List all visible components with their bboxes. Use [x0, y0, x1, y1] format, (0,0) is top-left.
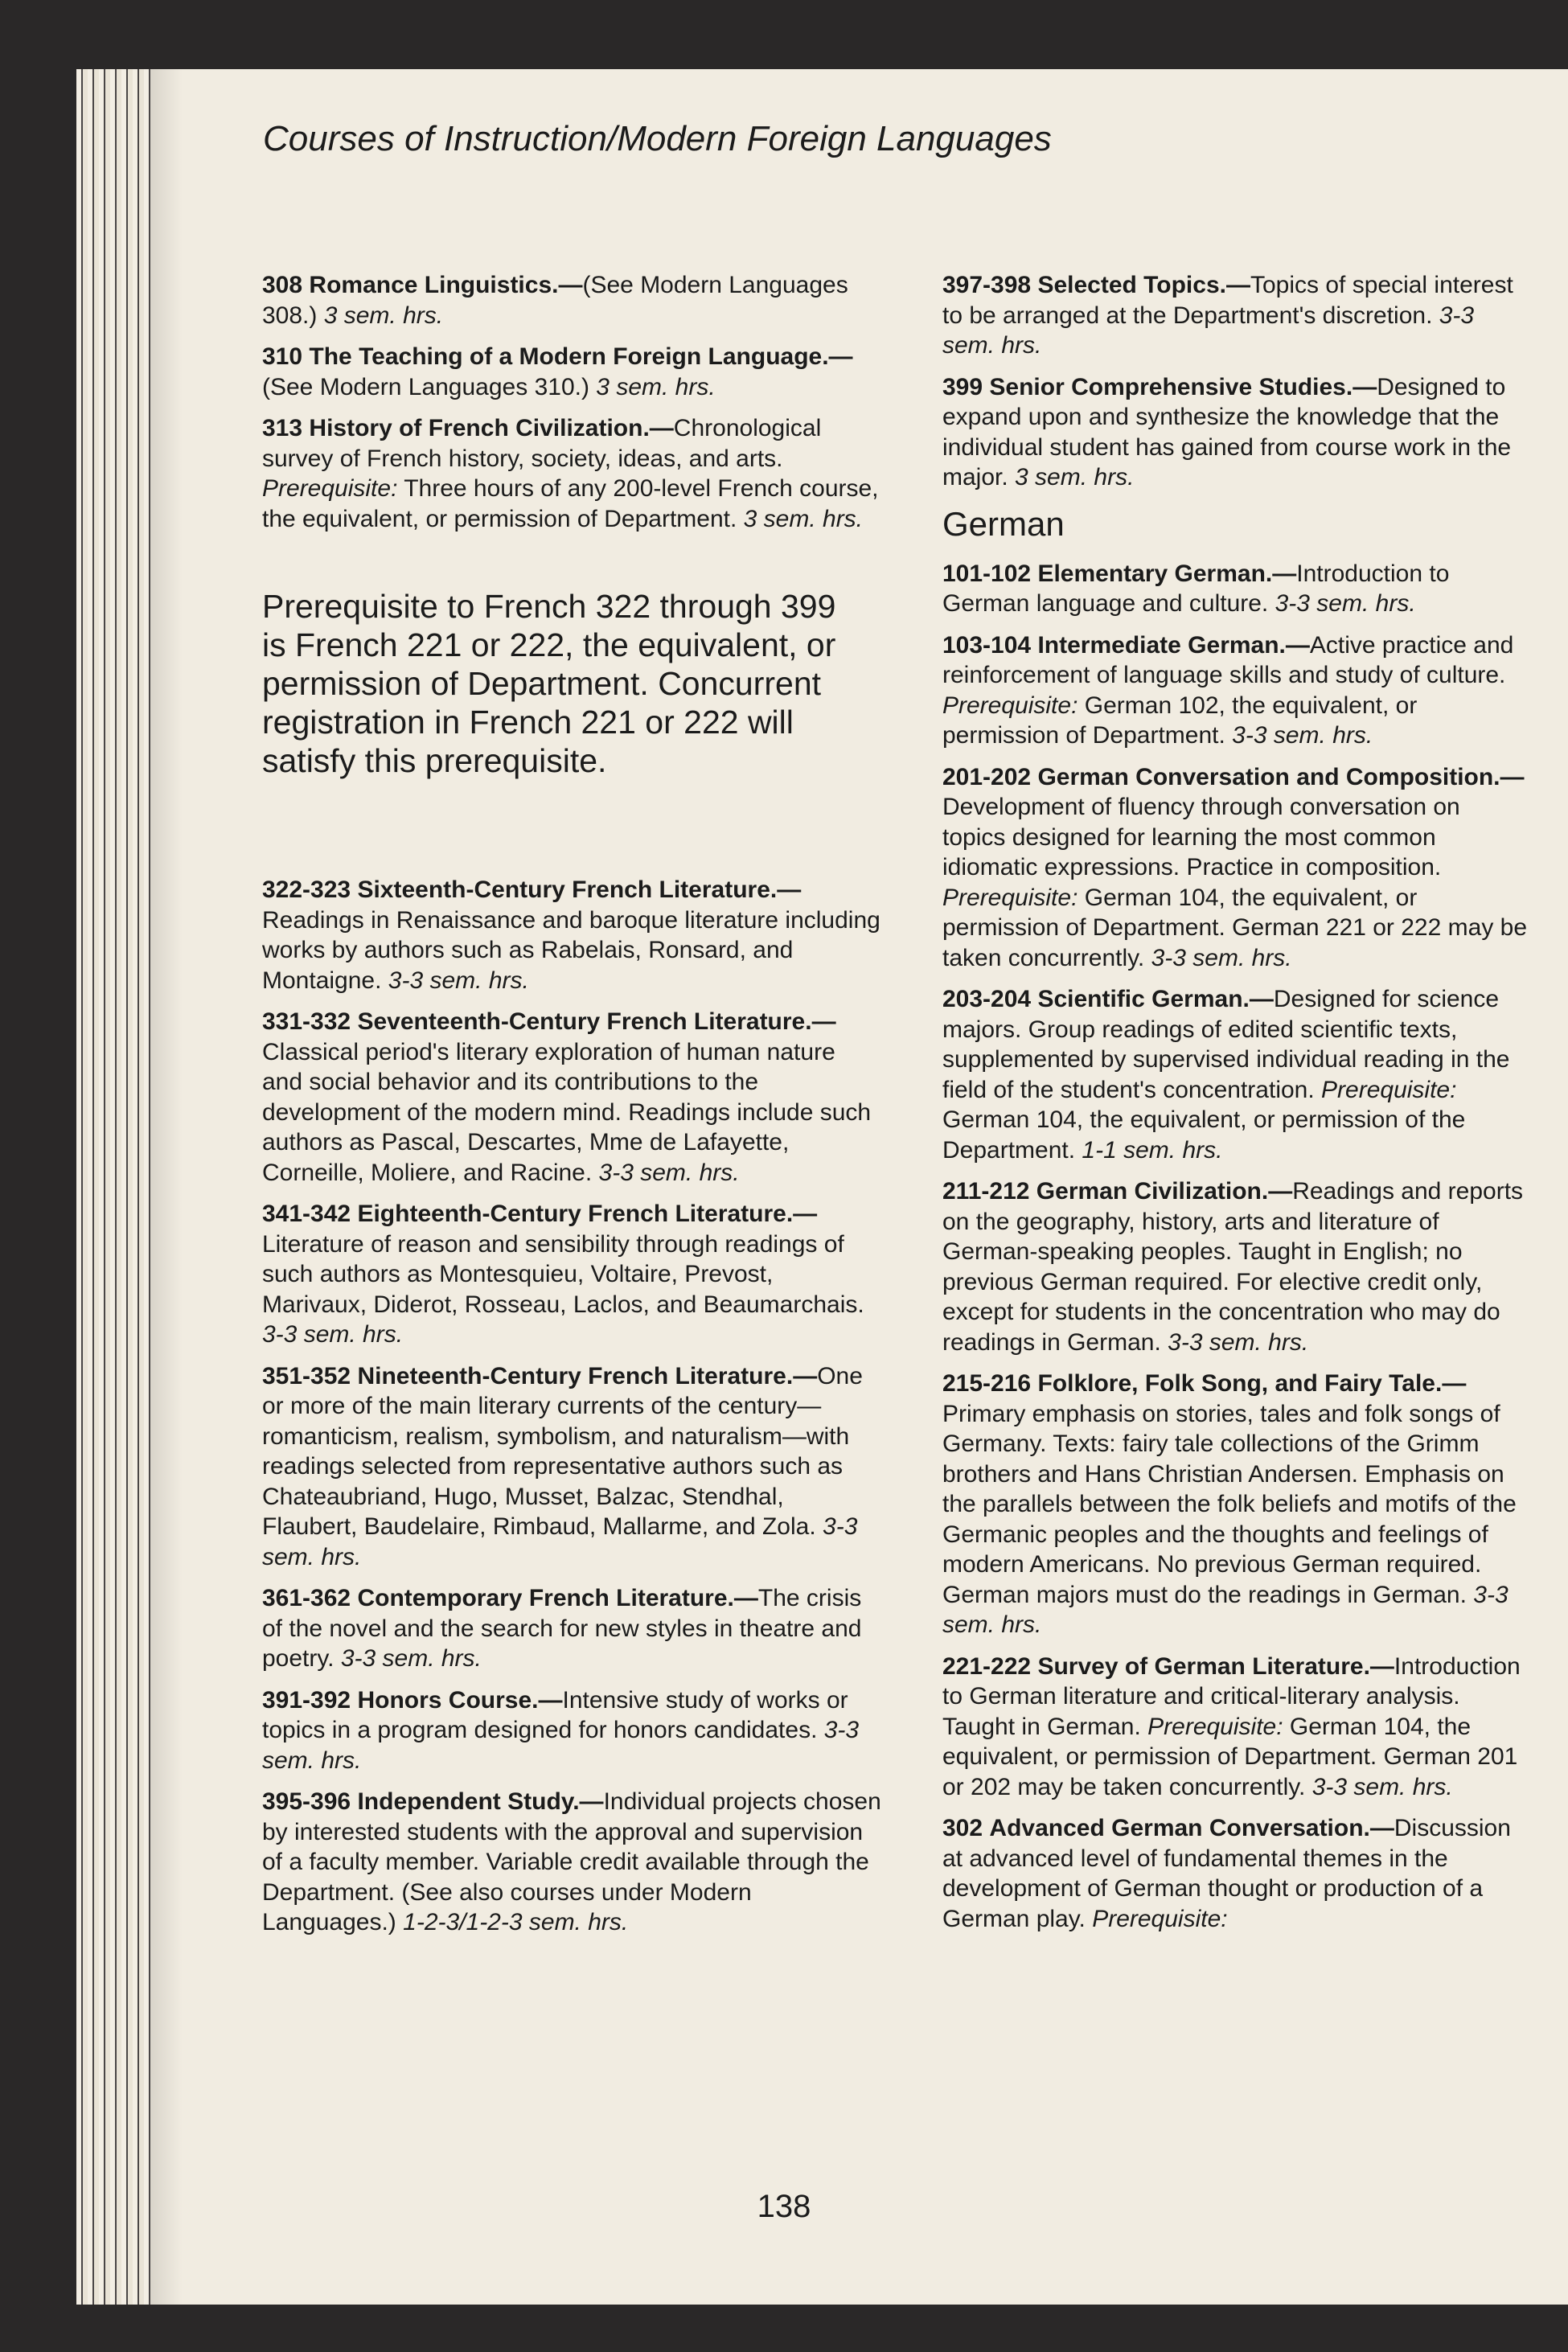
course-number: 395-396 — [262, 1788, 351, 1815]
course-number: 310 — [262, 343, 303, 370]
course-description: Intensive study of works or topics in a program designed for honors candidates. — [262, 1686, 848, 1743]
course-title: Scientific German.— — [1037, 986, 1274, 1012]
course-description: Primary emphasis on stories, tales and folk songs of Germany. Texts: fairy tale collections of the Grimm brothers and Hans Christian Andersen. Emphasis on the parallels between the folk beliefs and motifs of the Germanic peoples and the thoughts and feelings of modern Americans. No previous German required. German majors must do the readings in German. — [942, 1400, 1517, 1608]
course-entry — [262, 1199, 881, 1350]
course-description: (See Modern Languages 308.) — [262, 272, 848, 329]
course-description: Discussion at advanced level of fundamental themes in the development of German thought or production of a German play. — [942, 1815, 1511, 1932]
course-number: 399 — [942, 373, 983, 400]
prerequisite-label: Prerequisite: — [1147, 1713, 1283, 1740]
course-description: Individual projects chosen by interested students with the approval and supervision of a faculty member. Variable credit available through the Department. (See also courses under Modern Languages.) — [262, 1788, 881, 1935]
course-number: 201-202 — [942, 763, 1032, 790]
course-entry — [942, 372, 1529, 493]
course-title: Elementary German.— — [1037, 560, 1297, 587]
credit-hours: 3-3 sem. hrs. — [1232, 722, 1373, 749]
course-entry — [262, 1361, 881, 1573]
course-title: Folklore, Folk Song, and Fairy Tale.— — [1037, 1370, 1467, 1397]
prerequisite-label: Prerequisite: — [942, 884, 1078, 911]
prerequisite-text: German 104, the equivalent, or permission of Department. German 201 or 202 may be taken concurrently. — [942, 1713, 1518, 1800]
course-number: 221-222 — [942, 1652, 1032, 1680]
course-entry — [262, 1685, 881, 1776]
course-description: Readings in Renaissance and baroque literature including works by authors such as Rabelais, Ronsard, and Montaigne. — [262, 906, 880, 994]
prerequisite-text: German 104, the equivalent, or permission of the Department. — [942, 1106, 1466, 1164]
left-entries-before — [262, 270, 881, 534]
course-description: Chronological survey of French history, society, ideas, and arts. — [262, 415, 822, 472]
course-title: Intermediate German.— — [1037, 631, 1310, 659]
page-number: 138 — [757, 2189, 811, 2224]
course-description: Designed for science majors. Group readings of edited scientific texts, supplemented by supervised individual reading in the field of the student's concentration. — [942, 986, 1510, 1103]
course-entry — [262, 1007, 881, 1188]
course-number: 341-342 — [262, 1201, 351, 1227]
prerequisite-notice: Prerequisite to French 322 through 399 is French 221 or 222, the equivalent, or permission of Department. Concurrent registration in French 221 or 222 will satisfy this prerequisite. — [262, 588, 836, 779]
course-number: 397-398 — [942, 272, 1032, 298]
course-description: (See Modern Languages 310.) — [262, 373, 597, 400]
course-entry — [942, 270, 1529, 361]
course-description: Topics of special interest to be arranged at the Department's discretion. — [942, 272, 1513, 329]
credit-hours: 3-3 sem. hrs. — [942, 302, 1475, 359]
course-entry — [262, 875, 881, 995]
credit-hours: 3-3 sem. hrs. — [942, 1581, 1508, 1638]
course-title: Senior Comprehensive Studies.— — [989, 373, 1377, 400]
course-number: 103-104 — [942, 631, 1032, 659]
course-entry — [262, 342, 881, 402]
course-entry — [942, 1176, 1529, 1357]
course-title: Survey of German Literature.— — [1037, 1652, 1394, 1680]
course-description: Introduction to German language and culture. — [942, 560, 1450, 617]
course-description: Literature of reason and sensibility through readings of such authors as Montesquieu, Voltaire, Prevost, Marivaux, Diderot, Rosseau, Laclos, and Beaumarchais. — [262, 1230, 864, 1318]
course-description: Classical period's literary exploration of human nature and social behavior and its contributions to the development of the modern mind. Readings include such authors as Pascal, Descartes, Mme de Lafayette, Corneille, Moliere, and Racine. — [262, 1038, 872, 1186]
left-column — [262, 270, 881, 1949]
prerequisite-text: German 102, the equivalent, or permission of Department. — [942, 692, 1418, 749]
course-title: Sixteenth-Century French Literature.— — [357, 876, 802, 903]
course-number: 361-362 — [262, 1585, 351, 1611]
running-head: Courses of Instruction/Modern Foreign Languages — [263, 119, 1052, 158]
course-entry — [942, 984, 1529, 1165]
course-description: Readings and reports on the geography, history, arts and literature of German-speaking peoples. Taught in English; no previous German required. For elective credit only, except for students in the concentration who may do readings in German. — [942, 1178, 1524, 1356]
prerequisite-label: Prerequisite: — [1321, 1076, 1457, 1103]
course-number: 331-332 — [262, 1008, 351, 1035]
course-title: Advanced German Conversation.— — [989, 1815, 1394, 1841]
course-title: The Teaching of a Modern Foreign Language.— — [309, 343, 853, 370]
credit-hours: 3-3 sem. hrs. — [262, 1321, 404, 1348]
section-heading-german: German — [942, 504, 1065, 543]
course-entry — [262, 270, 881, 330]
credit-hours: 3-3 sem. hrs. — [1275, 590, 1416, 617]
course-number: 203-204 — [942, 986, 1032, 1012]
course-entry — [942, 559, 1529, 619]
spine-shadow — [150, 69, 183, 2305]
course-number: 101-102 — [942, 560, 1032, 587]
course-title: History of French Civilization.— — [309, 415, 674, 441]
course-entry — [262, 1787, 881, 1938]
left-entries-after — [262, 875, 881, 1938]
right-entries-before — [942, 270, 1529, 493]
course-description: Development of fluency through conversation on topics designed for learning the most common idiomatic expressions. Practice in composition. — [942, 794, 1460, 880]
course-number: 391-392 — [262, 1686, 351, 1714]
prerequisite-text: Three hours of any 200-level French course, the equivalent, or permission of Department. — [262, 475, 879, 532]
credit-hours: 3-3 sem. hrs. — [1311, 1773, 1453, 1800]
course-title: German Civilization.— — [1036, 1178, 1293, 1205]
prerequisite-label: Prerequisite: — [942, 692, 1078, 719]
prerequisite-label: Prerequisite: — [1092, 1905, 1228, 1932]
course-description: One or more of the main literary currents of the century—romanticism, realism, symbolism, and naturalism—with readings selected from representative authors such as Chateaubriand, Hugo, Musset, Balzac, Stendhal, Flaubert, Baudelaire, Rimbaud, Mallarme, and Zola. — [262, 1362, 863, 1540]
credit-hours: 3-3 sem. hrs. — [262, 1513, 858, 1570]
credit-hours: 3-3 sem. hrs. — [1168, 1328, 1309, 1356]
course-description: Designed to expand upon and synthesize the knowledge that the individual student has gained from course work in the major. — [942, 373, 1512, 491]
course-title: Romance Linguistics.— — [309, 272, 583, 298]
course-title: Honors Course.— — [357, 1686, 563, 1714]
course-description: The crisis of the novel and the search for new styles in theatre and poetry. — [262, 1585, 862, 1672]
credit-hours: 1-2-3/1-2-3 sem. hrs. — [403, 1909, 629, 1935]
course-number: 313 — [262, 415, 303, 441]
course-number: 322-323 — [262, 876, 351, 903]
right-entries-after — [942, 559, 1529, 1935]
course-title: Selected Topics.— — [1037, 272, 1250, 298]
page-edges — [76, 69, 150, 2305]
course-title: Nineteenth-Century French Literature.— — [357, 1362, 818, 1389]
credit-hours: 3-3 sem. hrs. — [598, 1159, 740, 1186]
course-title: Seventeenth-Century French Literature.— — [357, 1008, 836, 1035]
course-number: 351-352 — [262, 1362, 351, 1389]
credit-hours: 3 sem. hrs. — [1015, 464, 1135, 491]
course-title: German Conversation and Composition.— — [1037, 763, 1525, 790]
credit-hours: 3-3 sem. hrs. — [262, 1717, 860, 1774]
course-title: Eighteenth-Century French Literature.— — [357, 1201, 818, 1227]
course-number: 302 — [942, 1815, 983, 1841]
course-number: 308 — [262, 272, 303, 298]
course-entry — [942, 1652, 1529, 1803]
credit-hours: 3-3 sem. hrs. — [1151, 944, 1292, 971]
course-title: Contemporary French Literature.— — [357, 1585, 758, 1611]
prerequisite-label: Prerequisite: — [262, 475, 398, 502]
credit-hours: 3-3 sem. hrs. — [388, 967, 529, 994]
course-description: Active practice and reinforcement of language skills and study of culture. — [942, 631, 1514, 688]
course-number: 211-212 — [942, 1178, 1030, 1205]
course-entry — [262, 413, 881, 534]
course-entry — [942, 762, 1529, 974]
right-column — [942, 270, 1529, 1945]
credit-hours: 3 sem. hrs. — [323, 302, 444, 329]
course-entry — [262, 1583, 881, 1674]
course-entry — [942, 630, 1529, 751]
credit-hours: 1-1 sem. hrs. — [1082, 1136, 1223, 1164]
course-entry — [942, 1369, 1529, 1640]
course-description: Introduction to German literature and critical-literary analysis. Taught in German. — [942, 1652, 1521, 1740]
course-entry — [942, 1813, 1529, 1934]
credit-hours: 3-3 sem. hrs. — [340, 1645, 482, 1672]
prerequisite-text: German 104, the equivalent, or permission of Department. German 221 or 222 may be taken concurrently. — [942, 884, 1528, 971]
credit-hours: 3 sem. hrs. — [596, 373, 716, 400]
credit-hours: 3 sem. hrs. — [743, 505, 864, 532]
course-title: Independent Study.— — [357, 1788, 604, 1815]
course-number: 215-216 — [942, 1370, 1032, 1397]
